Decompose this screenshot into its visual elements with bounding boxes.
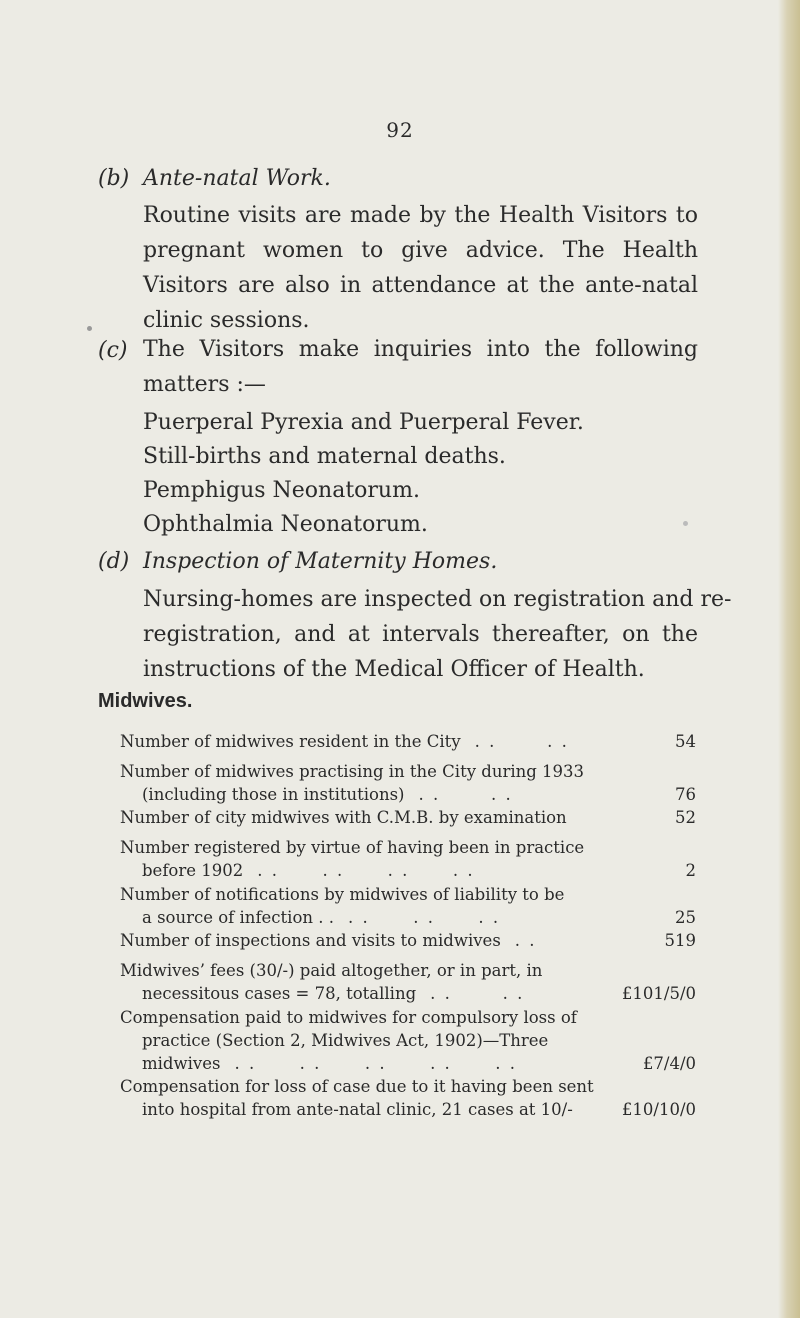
- midwives-row-text: practice (Section 2, Midwives Act, 1902)—Three: [142, 1031, 549, 1050]
- midwives-row: [120, 883, 696, 929]
- paper-speck: [87, 326, 92, 331]
- section-d-paragraph: [143, 582, 732, 687]
- midwives-row-line: [120, 730, 696, 753]
- midwives-row: [120, 1006, 696, 1075]
- midwives-row-text: Number of inspections and visits to midwives: [120, 931, 501, 950]
- midwives-row-text: Number registered by virtue of having been in practice: [120, 838, 585, 857]
- paragraph-line: Visitors are also in attendance at the ante-natal: [143, 273, 698, 298]
- section-b-title: Ante-natal Work.: [143, 166, 331, 191]
- midwives-row-value: £7/4/0: [642, 1054, 696, 1073]
- midwives-row-text: (including those in institutions): [142, 785, 405, 804]
- midwives-row-line: [120, 906, 696, 929]
- paragraph-line: Routine visits are made by the Health Visitors to: [143, 203, 698, 228]
- paragraph-line: instructions of the Medical Officer of Health.: [143, 657, 645, 682]
- midwives-row-line: [120, 859, 696, 882]
- leader-dots: . . . . . . . . . .: [234, 1054, 518, 1073]
- leader-dots: . . . .: [418, 785, 513, 804]
- midwives-row-value: £10/10/0: [621, 1100, 696, 1119]
- matter-item: Still-births and maternal deaths.: [143, 444, 506, 469]
- midwives-row-line: [120, 836, 696, 859]
- section-b-paragraph: [143, 198, 698, 338]
- midwives-row-value: 52: [675, 808, 696, 827]
- midwives-row-line: [120, 806, 696, 829]
- leader-dots: . . . . . . . .: [257, 861, 475, 880]
- paragraph-line: clinic sessions.: [143, 308, 310, 333]
- midwives-row-text: into hospital from ante-natal clinic, 21 cases at 10/-: [142, 1100, 573, 1119]
- midwives-row-line: [120, 1052, 696, 1075]
- page-number: 92: [386, 118, 414, 142]
- page-edge-binding: [778, 0, 800, 1318]
- midwives-row-text: necessitous cases = 78, totalling: [142, 984, 417, 1003]
- section-c-intro: [143, 332, 698, 402]
- midwives-row: [120, 1075, 696, 1121]
- midwives-row-line: [120, 929, 696, 952]
- paper-speck: [683, 521, 688, 526]
- midwives-row-line: [120, 1098, 696, 1121]
- leader-dots: . . . .: [474, 732, 569, 751]
- leader-dots: . . . . . .: [348, 908, 501, 927]
- midwives-row-value: £101/5/0: [621, 984, 696, 1003]
- midwives-row: [120, 730, 696, 753]
- midwives-row-value: 76: [675, 785, 696, 804]
- midwives-row-text: Number of midwives practising in the City during 1933: [120, 762, 585, 781]
- midwives-row-line: [120, 1075, 696, 1098]
- midwives-row-line: [120, 883, 696, 906]
- midwives-row: [120, 929, 696, 952]
- paragraph-line: pregnant women to give advice. The Health: [143, 238, 698, 263]
- midwives-row: [120, 806, 696, 829]
- midwives-row-line: [120, 959, 696, 982]
- midwives-row-text: midwives: [142, 1054, 221, 1073]
- midwives-row: [120, 760, 696, 806]
- midwives-row-value: 54: [675, 732, 696, 751]
- midwives-row: [120, 836, 696, 882]
- paragraph-line: The Visitors make inquiries into the following: [143, 337, 698, 362]
- midwives-row-value: 2: [685, 861, 696, 880]
- midwives-row-line: [120, 760, 696, 783]
- midwives-heading: Midwives.: [98, 690, 193, 712]
- midwives-row-text: Midwives’ fees (30/-) paid altogether, or in part, in: [120, 961, 543, 980]
- leader-dots: . . . .: [430, 984, 525, 1003]
- midwives-row-text: Compensation paid to midwives for compulsory loss of: [120, 1008, 577, 1027]
- paragraph-line: Nursing-homes are inspected on registration and re-: [143, 587, 732, 612]
- midwives-row-text: Compensation for loss of case due to it having been sent: [120, 1077, 594, 1096]
- leader-dots: . .: [514, 931, 537, 950]
- midwives-row-value: 519: [664, 931, 696, 950]
- midwives-row-text: before 1902: [142, 861, 244, 880]
- midwives-row-line: [120, 1029, 696, 1052]
- midwives-row-line: [120, 783, 696, 806]
- matter-item: Pemphigus Neonatorum.: [143, 478, 420, 503]
- midwives-row-value: 25: [675, 908, 696, 927]
- section-d-label: (d): [98, 549, 130, 574]
- matter-item: Puerperal Pyrexia and Puerperal Fever.: [143, 410, 584, 435]
- midwives-row-text: Number of midwives resident in the City: [120, 732, 461, 751]
- midwives-row-text: Number of city midwives with C.M.B. by examination: [120, 808, 567, 827]
- section-c-label: (c): [98, 338, 128, 363]
- midwives-row-line: [120, 982, 696, 1005]
- midwives-row-text: Number of notifications by midwives of liability to be: [120, 885, 565, 904]
- midwives-row-text: a source of infection . .: [142, 908, 334, 927]
- section-b-label: (b): [98, 166, 130, 191]
- matter-item: Ophthalmia Neonatorum.: [143, 512, 428, 537]
- paragraph-line: matters :—: [143, 372, 266, 397]
- section-d-title: Inspection of Maternity Homes.: [143, 549, 498, 574]
- midwives-row-line: [120, 1006, 696, 1029]
- paragraph-line: registration, and at intervals thereafter, on the: [143, 622, 698, 647]
- midwives-row: [120, 959, 696, 1005]
